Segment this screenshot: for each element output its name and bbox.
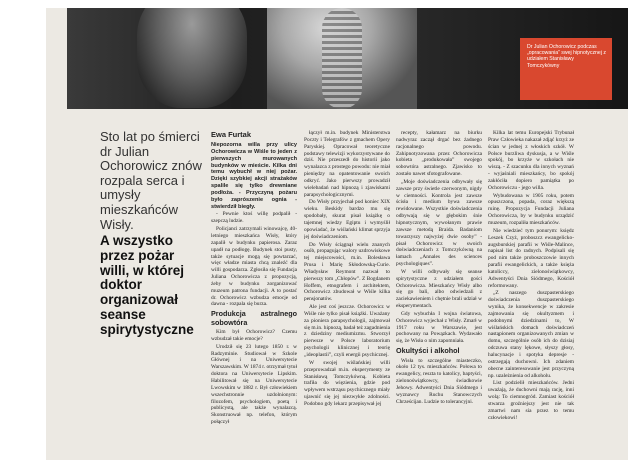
article-column-1 (211, 130, 297, 452)
author-byline: Ewa Furtak (211, 130, 252, 139)
article-paragraph: Kim był Ochorowicz? Czemu wzbudzał takie emocje? (211, 329, 297, 342)
article-paragraph: - Pewnie ktoś willę podpalił - szepczą ludzie. (211, 211, 297, 225)
article-column-2 (304, 130, 390, 452)
article-paragraph: List podzielił mieszkańców. Jedni uważają, że duchowni mają rację, inni wolą: To ciemnogród. Zamiast kościół stwarza groźniejszy jest nie tak zmartwi nam sia przez to temu człowiekowi! (488, 380, 574, 421)
article-paragraph: Nie wiedzieć tym ponurym: księdz Leszek Czyż, proboszcz ewangelicko-augsburskiej parafii w Wiśle-Malince, napisał list do radnych. Podpisali się pod nim także proboszczowie innych parafii ewangelickich, a także księża katoliccy, zielonoświątkowcy, Adwentyści Dnia Siódmego, Kościół reformowany. (488, 227, 574, 289)
article-paragraph: Ale jest coś jeszcze. Ochorowicz w Wiśle nie tylko pisał książki. Uważany za pioniera parapsychologii, zajmował się m.in. hipnozą, badał też zagadnienia z dziedziny mediumizmu. Stworzył pierwsze w Polsce laboratorium psychologii klinicznej i teorię „ideoplastii”, czyli energii psychicznej. (304, 304, 390, 358)
newspaper-page (46, 8, 628, 460)
article-paragraph: recepty, kałamarz na biurku nadwyraz zaczął drgać bez żadnego racjonalnego powodu. Zahipnotyzowana przez Ochorowicza kobieta „produkowała” swojego sobowtóra astralnego. Zjawisko to zostało nawet sfotografowane. (396, 130, 482, 178)
article-paragraph: Do Wisły ściągnął wielu znanych osób, propagując walory uzdrowiskowe tej miejscowości, m.in. Bolesława Prusa i Marię Skłodowską-Curie. Władysław Reymont nazwał to pierwszy tom „Chłopów”. Z Bogdanem Hoffem, etnografem i architektem, Ochorowicz zbudował w Wiśle kilka pensjonatów. (304, 241, 390, 303)
article-paragraph: Gdy wybuchła I wojna światowa, Ochorowicz wyjechał z Wisły. Zmarł w 1917 roku w Warszawie, jest pochowany na Powązkach. Wydawało się, że Wisła o nim zapomniała. (396, 310, 482, 345)
article-paragraph: Urodził się 23 lutego 1850 r. w Radzyminie. Studiował w Szkole Głównej i na Uniwersytecie Warszawskim. W 1874 r. otrzymał tytuł doktora na Uniwersytecie Lipskim. Habilitował się na Uniwersytecie Lwowskim w 1882 r. Był człowiekiem wszechstronnie uzdolnionym: filozofem, psychologiem, poetą i publicystą, ale także wynalazcą. Skonstruował np. telefon, którym połączył (211, 343, 297, 426)
article-paragraph: „Z naszego duszpasterskiego doświadczenia duszpasterskiego wynika, że konsekwencje w zakresie zajmowania się okultyzmem i podobnymi dziedzinami to, W wiślańskich domach doświadczeń nastąpionem organizowanych zmian w domu, szczególnie osób ich do dzisiaj odczuwa stany lękowe, słyszy głosy, halucynacje i spotyka depresje - ostrzegają duchowni. Ich zdaniem obecne zainteresowanie jest przyczyną np. uzależnienia od alkoholu. (488, 290, 574, 379)
article-paragraph: W swojej wiślańskiej willi przeprowadzał m.in. eksperymenty ze Stanisławą Tomczykówną. Kobieta trafiła do więzienia, gdzie pod wpływem wstrząsu psychicznego miały ujawnić się jej niezwykłe zdolności. Podobno gdy lekarz przepisywał jej (304, 359, 390, 407)
photo-beads (322, 8, 362, 109)
article-column-3 (396, 130, 482, 452)
article-paragraph: „Moje doświadczenia odbywały się zawsze przy świetle czerwonym, nigdy w ciemności. Kontrola jest zawsze ścisła i medium bywa zawsze rewidowane. Wszystkie doświadczenia odbywają się w głębokim śnie hipnotycznym, wywołanym prawie zawsze metodą Braida. Badaniom towarzyszy najwyżej dwie osoby” - pisał Ochorowicz w swoich doświadczeniach z Tomczykówną na łamach „Annales des sciences psychologiques”. (396, 178, 482, 268)
headline: A wszystko przez pożar willi, w której doktor organizował seanse spirytystyczne (100, 233, 194, 337)
article-paragraph: łączył m.in. budynek Ministerstwa Poczty i Telegrafów z gmachem Opery Paryskiej. Opracował teoretyczne podstawy telewizji wykorzystywane do dziś. Nie przeszedł do historii jako wynalazca z prostego powodu: nie miał pieniędzy na opatentowanie swoich odkryć. Jako pierwszy prowadził wielebadań nad hipnozą i zjawiskami parapsychologicznymi. (304, 130, 390, 198)
article-paragraph: Wisła to szczególne miasteczko, około 12 tys. mieszkańców. Połowa to ewangelicy, reszta to katolicy, baptyści, zielonoświątkowcy, świadkowie Jehowy. Adwentyści Dnia Siódmego i wyznawcy Ruchu Stanowczych Chrześcijan. Ludzie to tolerancyjni. (396, 357, 482, 405)
photo-caption: Dr Julian Ochorowicz podczas „opracowania” swej hipnotycznej z udziałem Stanisławy Tomczykówny (520, 38, 612, 100)
standfirst: Sto lat po śmierci dr Julian Ochorowicz znów rozpala serca i umysły mieszkańców Wisły. (100, 129, 202, 232)
article-lead: Niepozorna willa przy ulicy Ochorowicza w Wiśle to jeden z pierwszych murowanych budynków w mieście. Kilka dni temu wybuchł w niej pożar. Dzięki szybkiej akcji strażaków spalile się tylko drewniane podłoża. - Przyczyną pożaru było zaprószenie ognia - stwierdził biegły. (211, 142, 297, 210)
article-column-4 (488, 130, 574, 452)
article-paragraph: Wybudowana w 1905 roku, potem opuszczona, popada, coraz większą ruinę. Propozycja Fundacji Juliana Ochorowicza, by w budynku urządzić muzeum, rozpaliła mieszkańców. (488, 192, 574, 226)
article-paragraph: Do Wisły przyjechał pod koniec XIX wieku. Beskidy bardzo mu się spodobały, skurat pisał książkę o tajemnej wiedzy Egiptu i wymyślił opowiadać, że wiślański klimat sprzyja jej doświadczeniom. (304, 199, 390, 240)
article-paragraph: Kilka lat temu Europejski Trybunał Praw Człowieka nakazał zdjąć krzyż ze ścian w jednej z włoskich szkół. W Polsce burzliwa dyskusja, a w Wiśle spokój, bo krzyże w szkołach nie wiszą. - Z szacunku dla innych wyznań - wyjaśniali mieszkańcy, bo spokój zakłóciła dopiero pamiątka po Ochorowiczu - jego willa. (488, 130, 574, 191)
article-paragraph: W willi odbywały się seanse spirytystyczne z udziałem gości Ochorowicza. Mieszkańcy Wisły albo się go bali, albo odwiedzali z zaciekawieniem i chętnie brali udział w eksperymentach. (396, 268, 482, 310)
section-subhead: Okultyści i alkohol (396, 346, 460, 356)
photo-figure-left (137, 8, 247, 108)
article-paragraph: Policjanci zatrzymali winowajcę, 40-letniego mieszkańca Wisły, który zapalił w budynku papierosa. Zaraz upadł na podłogę. Budynek stoi pusty, także sytuacje mogą się powtarzać, więc władze miasta chcą znaleźć dla willi gospodarza. Zgłosiła się Fundacja Juliana Ochorowicza z propozycją, żeby w budynku zorganizować muzeum patrona fundacji. A to postać dr. Ochorowicz wzbudza emocje od dawna - rozpala się burza. (211, 226, 297, 308)
section-subhead: Produkcja astralnego sobowtóra (211, 309, 297, 327)
